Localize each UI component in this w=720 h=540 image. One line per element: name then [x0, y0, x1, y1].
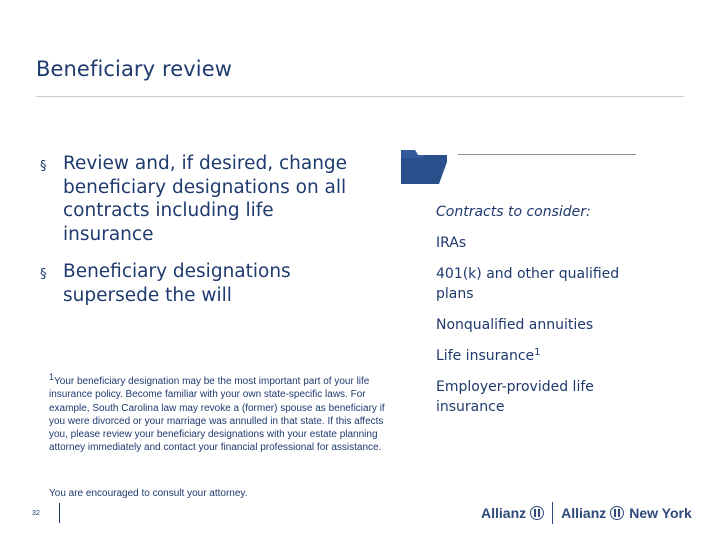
- bullet-marker: §: [40, 267, 47, 282]
- allianz-eagle-icon: [610, 506, 624, 520]
- allianz-wordmark: Allianz: [481, 505, 527, 521]
- title-divider: [36, 96, 684, 97]
- contract-item: Employer-provided life insurance: [436, 379, 594, 415]
- bullet-text: Beneficiary designations supersede the will: [63, 261, 291, 306]
- page-title: Beneficiary review: [36, 57, 233, 81]
- allianz-eagle-icon: [530, 506, 544, 520]
- bullet-supersede: [40, 260, 360, 307]
- contracts-panel: [436, 202, 646, 428]
- footnote: [49, 372, 389, 455]
- page-number: 32: [32, 510, 40, 517]
- contract-item: [436, 346, 646, 366]
- footnote-number: 1: [49, 372, 55, 382]
- contract-item: 401(k) and other qualified plans: [436, 266, 620, 302]
- allianz-new-york-logo: [561, 505, 692, 521]
- consult-note: You are encouraged to consult your attorney.: [49, 488, 248, 499]
- bullet-list: [40, 152, 360, 321]
- allianz-wordmark: Allianz: [561, 505, 607, 521]
- folder-icon: [401, 148, 447, 184]
- contract-item: IRAs: [436, 235, 467, 251]
- footnote-text: Your beneficiary designation may be the most important part of your life insurance policy. Become familiar with your own state-specific laws. For example, South Carolina law may revoke a (former) spouse as beneficiary if you were divorced or your marriage was annulled in that state. If this affects you, please review your beneficiary designations with your estate planning attorney immediately and contact your financial professional for assistance.: [49, 376, 385, 454]
- contracts-heading: Contracts to consider:: [436, 204, 591, 220]
- bullet-marker: §: [40, 159, 47, 174]
- contracts-panel-rule: [458, 154, 636, 155]
- footer-logos: [481, 500, 692, 526]
- allianz-logo: [481, 505, 544, 521]
- contract-item-footnote-ref: 1: [534, 347, 541, 358]
- new-york-wordmark: New York: [629, 505, 692, 521]
- contract-item: Nonqualified annuities: [436, 317, 594, 333]
- bullet-text: Review and, if desired, change beneficiary designations on all contracts including life insurance: [63, 153, 348, 245]
- contract-item-text: Life insurance: [436, 348, 535, 364]
- bullet-review: [40, 152, 360, 246]
- logo-divider: [552, 502, 553, 524]
- page-number-divider: [59, 503, 60, 523]
